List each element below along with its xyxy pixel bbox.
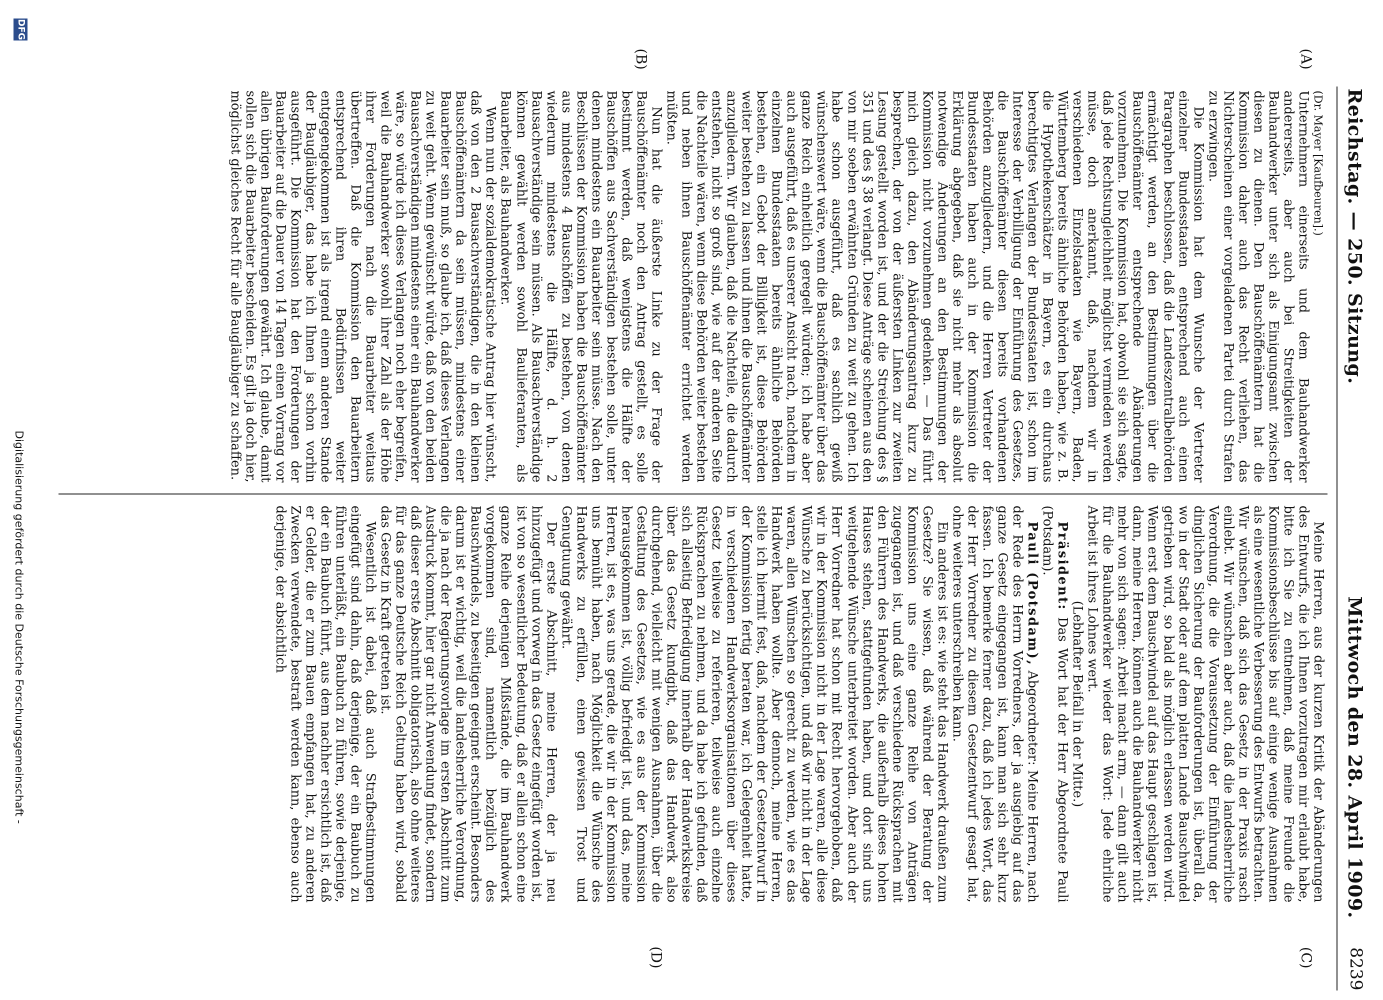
column-divider [58, 493, 1327, 494]
paragraph: Wenn nun der sozialdemokratische Antrag hier wünscht, daß von den 2 Bausachverständigen, die in den kleinen Bauschöffenämtern da sein müssen, mindestens einer Bauarbeiter sein muß, so glaube ich, daß dieses Verlangen zu weit geht. Wenn gewünscht würde, daß von den beiden Bausachverständigen mindestens einer ein Bauhandwerker wäre, so würde ich dieses Verlangen noch eher begreifen, weil die Bauhandwerker sowohl ihrer Zahl als der Höhe ihrer Forderungen nach die Bauarbeiter weitaus übertreffen. Daß die Kommission den Bauarbeitern entsprechend ihren Bedürfnissen weiter entgegengekommen ist als irgend einem anderen Stande der Baugläubiger, das habe ich Ihnen ja schon vorhin ausgeführt. Die Kommission hat den Forderungen der Bauarbeiter auf die Dauer von 14 Tagen einen Vorrang vor allen übrigen Bauforderungen gewährt. Ich glaube, damit sollen sich die Bauarbeiter bescheiden. Es gilt ja doch hier, möglichst gleiches Recht für alle Baugläubiger zu schaffen. [226, 90, 498, 482]
applause-note: (Lebhafter Beifall in der Mitte.) [1069, 600, 1085, 807]
left-column [60, 90, 1325, 482]
speaker-role: Abgeordneter: [1024, 670, 1040, 765]
paragraph-inline: Meine Herren, nach der Rede des Herrn Vorredners, der ja ausgiebig auf das ganze Gesetz eingegangen ist, kann man sich sehr kurz fassen. Ich bemerke ferner dazu, daß ich jedes Wort, das der Herr Vorredner zu diesem Gesetzentwurf gesagt hat, ohne weiteres unterschreiben kann. [948, 505, 1040, 902]
page-number: 8239 [1345, 946, 1365, 990]
paragraph: Unternehmern einerseits und dem Bauhandwerker andererseits, aber auch bei Streitigkeiten der Bauhandwerker unter sich als Einigungsamt zwischen diesen zu dienen. Den Bauschöffenämtern hat die Kommission daher auch das Recht verliehen, das Nichterscheinen einer vorgeladenen Partei durch Strafen zu erzwingen. [1204, 90, 1310, 482]
margin-mark-a: (A) [1297, 48, 1313, 70]
speaker-intro [949, 505, 1039, 902]
header-right-title: Mittwoch den 28. April 1909. [1343, 595, 1365, 918]
paragraph: Ein anderes ist es: wie steht das Handwerk draußen zum Gesetze? Sie wissen, daß während der Beratung der Kommission uns eine ganze Reihe von Anträgen zugegangen ist, und daß verschiedene Rücksprachen mit den Führern des Handwerks, die außerhalb dieses hohen Hauses stehen, stattgefunden haben, und dort sind uns weitgehende Wünsche unterbreitet worden. Aber auch der Herr Vorredner hat schon mit Recht hervorgehoben, daß wir in der Kommission nicht in der Lage waren, alle diese Wünsche zu berücksichtigen, und daß wir nicht in der Lage waren, allen Wünschen so gerecht zu werden, wie es das Handwerk haben wollte. Aber dennoch, meine Herren, stelle ich hiermit fest, daß, nachdem der Gesetzentwurf in der Kommission fertig beraten war, ich Gelegenheit hatte, in verschiedenen Handwerksorganisationen über dieses Gesetz teilweise zu referieren, teilweise auch einzelne Rücksprachen zu nehmen, und da habe ich gefunden, daß sich allseitig Befriedigung innerhalb der Handwerkskreise über das Gesetz kundgibt, daß das Handwerk also durchgehend, vielleicht mit wenigen Ausnahmen, über die Gestaltung des Gesetzes, wie es aus der Kommission herausgekommen ist, völlig befriedigt ist, und das, meine Herren, ist es, was uns gerade, die wir in der Kommission uns bemüht haben, nach Möglichkeit die Wünsche des Handwerks zu erfüllen, einen gewissen Trost und Genugtuung gewährt. [557, 505, 949, 902]
margin-mark-b: (B) [632, 48, 648, 70]
header-rule [1336, 86, 1337, 990]
paragraph: Meine Herren, aus der kurzen Kritik der Abänderungen des Entwurfs, die ich Ihnen vorzutragen mir erlaubt habe, bitte ich Sie zu entnehmen, daß meine Freunde die Kommissionsbeschlüsse bis auf einige wenige Ausnahmen als eine wesentliche Verbesserung des Entwurfs betrachten. Wir wünschen, daß sich das Gesetz in der Praxis rasch einlebt. Wir wünschen aber auch, daß die landesherrliche Verordnung, die die Voraussetzung der Einführung der dinglichen Sicherung der Bauforderungen ist, überall da, wo in der Stadt oder auf dem platten Lande Bauschwindel getrieben wird, so bald als möglich erlassen werden wird. Wenn erst dem Bauschwindel auf das Haupt geschlagen ist, dann, meine Herren, können auch die Bauhandwerker nicht mehr von sich sagen: Arbeit macht arm, — dann gilt auch für die Bauhandwerker wieder das Wort: Jede ehrliche Arbeit ist ihres Lohnes wert. [1084, 505, 1325, 902]
paragraph: Nun hat die äußerste Linke zu der Frage der Bauschöffenämter noch den Antrag gestellt, es solle bestimmt werden, daß wenigstens die Hälfte der Bauschöffen aus Sachverständigen bestehen solle, unter denen mindestens ein Bauarbeiter sein müsse. Nach den Beschlüssen der Kommission haben die Bauschöffenämter aus mindestens 4 Bauschöffen zu bestehen, von denen wiederum mindestens die Hälfte, d. h. 2 Bausachverständige sein müssen. Als Bausachverständige können gewählt werden sowohl Baulieferanten, als Bauarbeiter, als Bauhandwerker. [497, 90, 663, 482]
digitization-credit: Digitalisierung gefördert durch die Deutsche Forschungsgemeinschaft - [12, 430, 25, 824]
paragraph: Wesentlich ist dabei, daß auch Strafbestimmungen eingefügt sind dahin, daß derjenige, der ein Baubuch zu führen unterläßt, ein Baubuch zu führen, sowie derjenige, der ein Baubuch führt, aus dem nachher ersichtlich ist, daß er Gelder, die er zum Bauen empfangen hat, zu anderen Zwecken verwendete, bestraft werden kann, ebenso auch derjenige, der absichtlich [271, 505, 378, 902]
right-column [60, 505, 1325, 902]
president-label: Präsident: [1054, 521, 1070, 611]
margin-mark-c: (C) [1297, 946, 1313, 968]
president-statement [1039, 505, 1069, 902]
dfg-logo: DFG [15, 18, 25, 40]
speaker-name: Pauli (Potsdam), [1024, 521, 1040, 666]
header-left-title: Reichstag. — 250. Sitzung. [1343, 88, 1365, 384]
speaker-tag: (Dr. Mayer [Kaufbeuren].) [1311, 90, 1324, 236]
paragraph: Die Kommission hat dem Wunsche der Vertreter einzelner Bundesstaaten entsprechend auch einen Paragraphen beschlossen, daß die Landeszentralbehörden ermächtigt werden, an den Bestimmungen über die Bauschöffenämter entsprechende Abänderungen vorzunehmen. Die Kommission hat, obwohl sie sich sagte, daß jede Rechtsungleichheit möglichst vermieden werden müsse, doch anerkannt, daß, nachdem wir in verschiedenen Einzelstaaten wie Bayern, Baden, Württemberg bereits ähnliche Behörden haben, wie z. B. die Hypothekenschätzer in Bayern, es ein durchaus berechtigtes Verlangen der Bundesstaaten ist, schon im Interesse der Verbilligung der Einführung des Gesetzes, die Bauschöffenämter diesen bereits vorhandenen Behörden anzugliedern, und die Herren Vertreter der Bundesstaaten haben auch in der Kommission die Erklärung abgegeben, daß sie nicht mehr als absolut notwendige Änderungen an den Bestimmungen der Kommission nicht vorzunehmen gedenken. — Das führt mich gleich dazu, den Abänderungsantrag kurz zu besprechen, der von der äußersten Linken zur zweiten Lesung gestellt worden ist, und der die Streichung des § 351 und des § 38 verlangt. Diese Anträge scheinen aus den von mir soeben erwähnten Gründen zu weit zu gehen. Ich habe schon ausgeführt, daß es sachlich gewiß wünschenswert wäre, wenn die Bauschöffenämter über das ganze Reich einheitlich geregelt würden; ich habe aber auch ausgeführt, daß es unserer Ansicht nach, nachdem in einzelnen Bundesstaaten bereits ähnliche Behörden bestehen, ein Gebot der Billigkeit ist, diese Behörden weiter bestehen zu lassen und ihnen die Bauschöffenämter anzugliedern. Wir glauben, daß die Nachteile, die dadurch entstehen, nicht so groß sind, wie auf der anderen Seite die Nachteile wären, wenn diese Behörden weiter bestehen und neben ihnen Bauschöffenämter errichtet werden müßten. [662, 90, 1205, 482]
paragraph: Der erste Abschnitt, meine Herren, der ja neu hinzugefügt und vorweg in das Gesetz eingefügt worden ist, ist von so wesentlicher Bedeutung, daß er allein schon eine ganze Reihe derjenigen Mißstände, die im Bauhandwerk vorgekommen sind, namentlich bezüglich des Bauschwindels, zu beseitigen geeignet erscheint. Besonders darum ist er wichtig, weil die landesherrliche Verordnung, die ja nach der Regierungsvorlage im ersten Abschnitt zum Ausdruck kommt, hier gar nicht Anwendung findet, sondern daß dieser erste Abschnitt obligatorisch, also ohne weiteres für das ganze Deutsche Reich Geltung haben wird, sobald das Gesetz in Kraft getreten ist. [377, 505, 558, 902]
president-text: Das Wort hat der Herr Abgeordnete Pauli (Potsdam). [1039, 505, 1070, 902]
margin-mark-d: (D) [647, 945, 663, 968]
